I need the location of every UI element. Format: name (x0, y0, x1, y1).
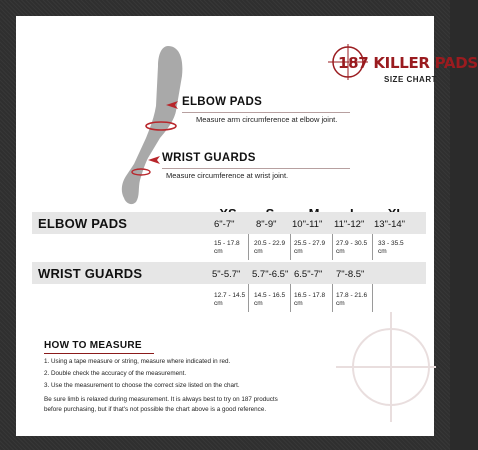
how-to-step: 1. Using a tape measure or string, measure where indicated in red. (44, 358, 231, 365)
brand-logo (314, 44, 478, 94)
elbow-m-cm: 25.5 - 27.9 cm (294, 240, 326, 255)
elbow-s-inches: 8"-9" (256, 219, 277, 230)
wrist-s-inches: 5.7"-6.5" (252, 269, 289, 280)
elbow-rule (182, 112, 350, 113)
elbow-arrow-icon (164, 100, 184, 110)
wrist-xs-inches: 5"-5.7" (212, 269, 241, 280)
divider (332, 234, 333, 260)
divider (290, 234, 291, 260)
arm-silhouette-icon (116, 46, 206, 216)
wrist-l-inches: 7"-8.5" (336, 269, 365, 280)
how-to-note-line: Be sure limb is relaxed during measurement. It is always best to try on 187 products (44, 396, 278, 403)
elbow-s-cm: 20.5 - 22.9 cm (254, 240, 286, 255)
divider (372, 284, 373, 312)
elbow-xs-cm: 15 - 17.8 cm (214, 240, 240, 255)
elbow-xl-inches: 13"-14" (374, 219, 406, 230)
divider (332, 284, 333, 312)
brand-subtitle: SIZE CHART (384, 75, 437, 84)
elbow-l-inches: 11"-12" (334, 219, 365, 230)
how-to-step: 3. Use the measurement to choose the correct size listed on the chart. (44, 382, 240, 389)
wrist-l-cm: 17.8 - 21.6 cm (336, 292, 368, 307)
crosshair-reticle-icon (316, 312, 436, 422)
wrist-m-inches: 6.5"-7" (294, 269, 323, 280)
how-to-note-line: before purchasing, but if that's not possible the chart above is a good reference. (44, 406, 267, 413)
elbow-l-cm: 27.9 - 30.5 cm (336, 240, 368, 255)
brand-name: 187 KILLER PADS (338, 54, 478, 72)
size-chart-card (16, 16, 478, 436)
wrist-row-label: WRIST GUARDS (38, 266, 143, 281)
wrist-heading: WRIST GUARDS (162, 152, 256, 164)
elbow-xl-cm: 33 - 35.5 cm (378, 240, 404, 255)
divider (248, 284, 249, 312)
wrist-s-cm: 14.5 - 16.5 cm (254, 292, 286, 307)
how-to-heading: HOW TO MEASURE (44, 340, 142, 351)
wrist-rule (162, 168, 350, 169)
elbow-m-inches: 10"-11" (292, 219, 323, 230)
elbow-row-label: ELBOW PADS (38, 216, 128, 231)
how-to-rule (44, 353, 154, 354)
divider (248, 234, 249, 260)
wrist-description: Measure circumference at wrist joint. (166, 171, 289, 180)
wrist-m-cm: 16.5 - 17.8 cm (294, 292, 326, 307)
wrist-xs-cm: 12.7 - 14.5 cm (214, 292, 246, 307)
elbow-heading: ELBOW PADS (182, 96, 263, 108)
how-to-step: 2. Double check the accuracy of the measurement. (44, 370, 187, 377)
elbow-xs-inches: 6"-7" (214, 219, 235, 230)
elbow-description: Measure arm circumference at elbow joint. (196, 115, 338, 124)
divider (290, 284, 291, 312)
divider (372, 234, 373, 260)
